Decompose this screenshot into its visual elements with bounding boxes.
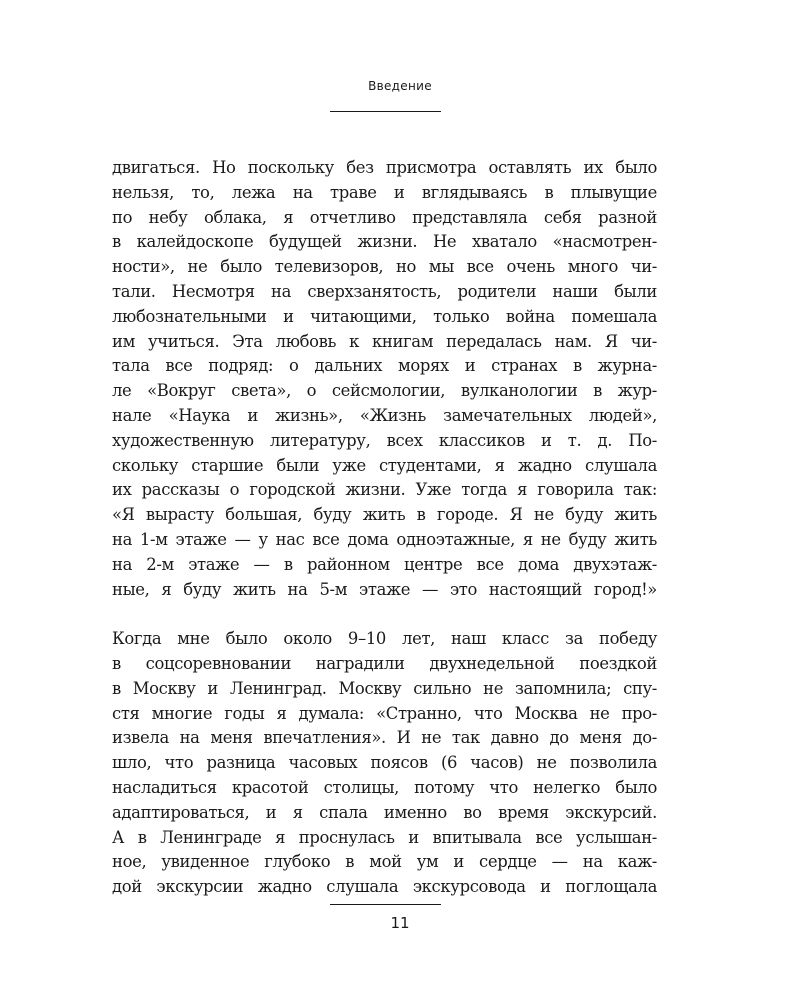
text-line: их рассказы о городской жизни. Уже тогда я говорила так: [112,480,657,500]
text-line: тали. Несмотря на сверхзанятость, родители наши были [112,281,657,301]
text-line: ле «Вокруг света», о сейсмологии, вулканологии в жур- [112,381,657,401]
text-line: ные, я буду жить на 5-м этаже — это настоящий город!» [112,579,657,599]
text-line: на 1-м этаже — у нас все дома одноэтажные, я не буду жить [112,529,657,549]
text-line: стя многие годы я думала: «Странно, что Москва не про- [112,703,657,723]
text-line: в Москву и Ленинград. Москву сильно не запомнила; спу- [112,678,657,698]
text-line: насладиться красотой столицы, потому что нелегко было [112,777,657,797]
paragraph [112,627,657,900]
body-text [112,156,657,900]
text-line: в соцсоревновании наградили двухнедельной поездкой [112,653,657,673]
footer-rule [330,904,441,905]
text-line: на 2-м этаже — в районном центре все дома двухэтаж- [112,554,657,574]
text-line: любознательными и читающими, только война помешала [112,306,657,326]
text-line: им учиться. Эта любовь к книгам передалась нам. Я чи- [112,331,657,351]
text-line: двигаться. Но поскольку без присмотра оставлять их было [112,158,657,177]
text-line: дой экскурсии жадно слушала экскурсовода и поглощала [112,877,657,897]
text-line: нале «Наука и жизнь», «Жизнь замечательных людей», [112,405,657,425]
text-line: ности», не было телевизоров, но мы все очень много чи- [112,257,657,277]
text-line: адаптироваться, и я спала именно во время экскурсий. [112,802,657,822]
text-line: ное, увиденное глубоко в мой ум и сердце — на каж- [112,852,657,872]
text-line: нельзя, то, лежа на траве и вглядываясь в плывущие [112,182,657,202]
text-line: по небу облака, я отчетливо представляла себя разной [112,207,657,227]
text-line: А в Ленинграде я проснулась и впитывала все услышан- [112,827,657,847]
text-line: шло, что разница часовых поясов (6 часов) не позволила [112,753,657,773]
text-line: тала все подряд: о дальних морях и странах в журна- [112,356,657,376]
text-line: скольку старшие были уже студентами, я жадно слушала [112,455,657,475]
text-line: извела на меня впечатления». И не так давно до меня до- [112,728,657,748]
text-line: в калейдоскопе будущей жизни. Не хватало «насмотрен- [112,232,657,252]
header-rule [330,111,441,112]
text-line: художественную литературу, всех классиков и т. д. По- [112,430,657,450]
paragraph [112,156,657,602]
text-line: «Я вырасту большая, буду жить в городе. Я не буду жить [112,505,657,525]
page-number: 11 [390,914,410,932]
text-line: Когда мне было около 9–10 лет, наш класс за победу [112,629,657,649]
running-head-title: Введение [368,79,432,93]
paragraph-gap [112,602,657,627]
